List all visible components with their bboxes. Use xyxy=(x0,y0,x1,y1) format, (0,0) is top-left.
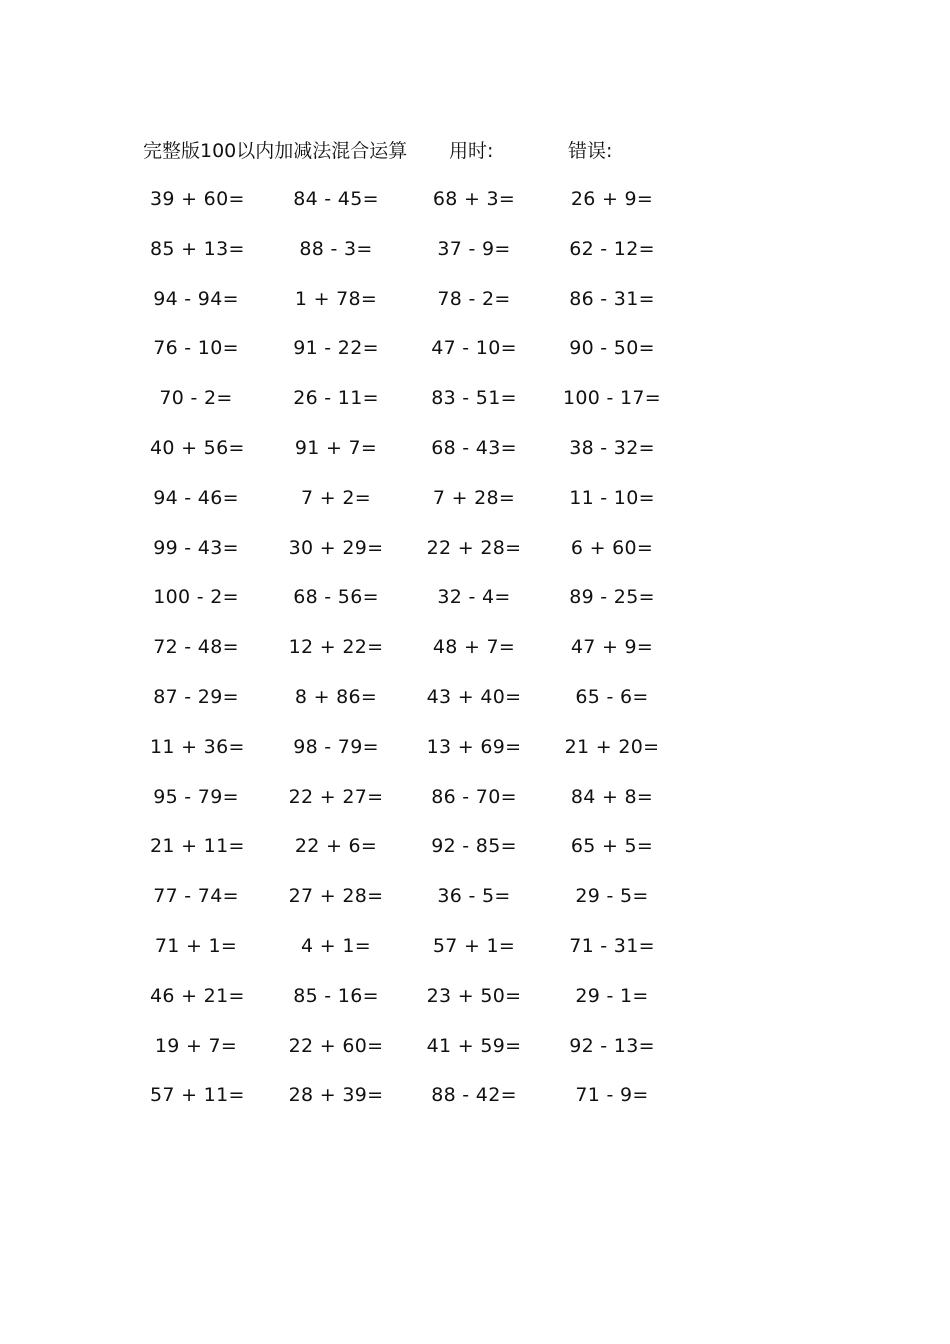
math-problem: 13 + 69= xyxy=(426,735,522,758)
math-problem: 78 - 2= xyxy=(437,287,511,310)
math-problem: 37 - 9= xyxy=(437,237,511,260)
math-problem: 32 - 4= xyxy=(437,586,511,609)
math-problem: 86 - 31= xyxy=(569,287,655,310)
math-problem: 90 - 50= xyxy=(569,337,655,360)
math-problem: 26 + 9= xyxy=(570,188,654,210)
math-problem: 87 - 29= xyxy=(153,686,239,708)
math-problem: 11 + 36= xyxy=(150,735,245,758)
math-problem: 48 + 7= xyxy=(432,636,516,659)
math-problem: 12 + 22= xyxy=(288,636,384,659)
math-problem: 86 - 70= xyxy=(431,785,517,808)
math-problem: 7 + 28= xyxy=(432,486,516,509)
worksheet-title: 完整版100以内加减法混合运算 xyxy=(143,140,408,162)
math-problem: 94 - 94= xyxy=(153,287,239,310)
math-problem: 68 - 56= xyxy=(293,586,379,609)
math-problem: 71 + 1= xyxy=(154,935,238,957)
math-problem: 100 - 17= xyxy=(563,387,661,410)
math-problem: 84 + 8= xyxy=(570,785,654,808)
math-problem: 1 + 78= xyxy=(294,287,378,310)
math-problem: 92 - 13= xyxy=(569,1034,655,1057)
math-problem: 26 - 11= xyxy=(293,387,379,410)
math-problem: 91 - 22= xyxy=(293,337,379,360)
math-problem: 62 - 12= xyxy=(569,237,655,260)
math-problem: 39 + 60= xyxy=(150,188,245,210)
math-problem: 41 + 59= xyxy=(426,1034,522,1057)
errors-label: 错误: xyxy=(568,140,613,162)
math-problem: 29 - 5= xyxy=(575,885,649,908)
math-problem: 85 - 16= xyxy=(293,984,379,1007)
math-problem: 100 - 2= xyxy=(153,586,239,609)
math-problem: 38 - 32= xyxy=(569,437,655,459)
math-problem: 29 - 1= xyxy=(575,984,649,1007)
math-problem: 43 + 40= xyxy=(426,686,522,708)
math-problem: 22 + 28= xyxy=(426,536,522,559)
time-label: 用时: xyxy=(449,140,494,162)
math-problem: 27 + 28= xyxy=(288,885,384,908)
math-problem: 68 - 43= xyxy=(431,437,517,459)
math-problem: 88 - 3= xyxy=(299,237,373,260)
math-problem: 71 - 9= xyxy=(575,1084,649,1107)
math-problem: 21 + 11= xyxy=(150,835,245,858)
math-problem: 46 + 21= xyxy=(150,984,245,1007)
math-problem: 94 - 46= xyxy=(153,486,239,509)
math-problem: 28 + 39= xyxy=(288,1084,384,1107)
math-problem: 70 - 2= xyxy=(159,387,233,410)
math-problem: 89 - 25= xyxy=(569,586,655,609)
math-problem: 76 - 10= xyxy=(153,337,239,360)
math-problem: 6 + 60= xyxy=(570,536,654,559)
math-problem: 30 + 29= xyxy=(288,536,384,559)
math-problem: 40 + 56= xyxy=(150,437,245,459)
math-problem: 98 - 79= xyxy=(293,735,379,758)
math-problem: 84 - 45= xyxy=(293,188,379,210)
math-problem: 8 + 86= xyxy=(294,686,378,708)
math-problem: 95 - 79= xyxy=(153,785,239,808)
math-problem: 85 + 13= xyxy=(150,237,245,260)
math-problem: 7 + 2= xyxy=(301,486,371,509)
math-problem: 57 + 1= xyxy=(432,935,516,957)
math-problem: 21 + 20= xyxy=(564,735,660,758)
math-problem: 65 - 6= xyxy=(575,686,649,708)
math-problem: 36 - 5= xyxy=(437,885,511,908)
math-problem: 72 - 48= xyxy=(153,636,239,659)
math-problem: 68 + 3= xyxy=(432,188,516,210)
math-problem: 22 + 6= xyxy=(294,835,378,858)
math-problem: 92 - 85= xyxy=(431,835,517,858)
math-problem: 47 - 10= xyxy=(431,337,517,360)
math-problem: 47 + 9= xyxy=(570,636,654,659)
math-problem: 77 - 74= xyxy=(153,885,239,908)
math-problem: 83 - 51= xyxy=(431,387,517,410)
math-problem: 19 + 7= xyxy=(154,1034,238,1057)
math-problem: 65 + 5= xyxy=(570,835,654,858)
math-problem: 57 + 11= xyxy=(150,1084,245,1107)
math-problem: 88 - 42= xyxy=(431,1084,517,1107)
math-problem: 71 - 31= xyxy=(569,935,655,957)
math-problem: 22 + 27= xyxy=(288,785,384,808)
math-problem: 23 + 50= xyxy=(426,984,522,1007)
math-problem: 11 - 10= xyxy=(569,486,655,509)
math-problem: 4 + 1= xyxy=(301,935,371,957)
math-problem: 91 + 7= xyxy=(294,437,378,459)
math-problem: 99 - 43= xyxy=(153,536,239,559)
math-problem: 22 + 60= xyxy=(288,1034,384,1057)
